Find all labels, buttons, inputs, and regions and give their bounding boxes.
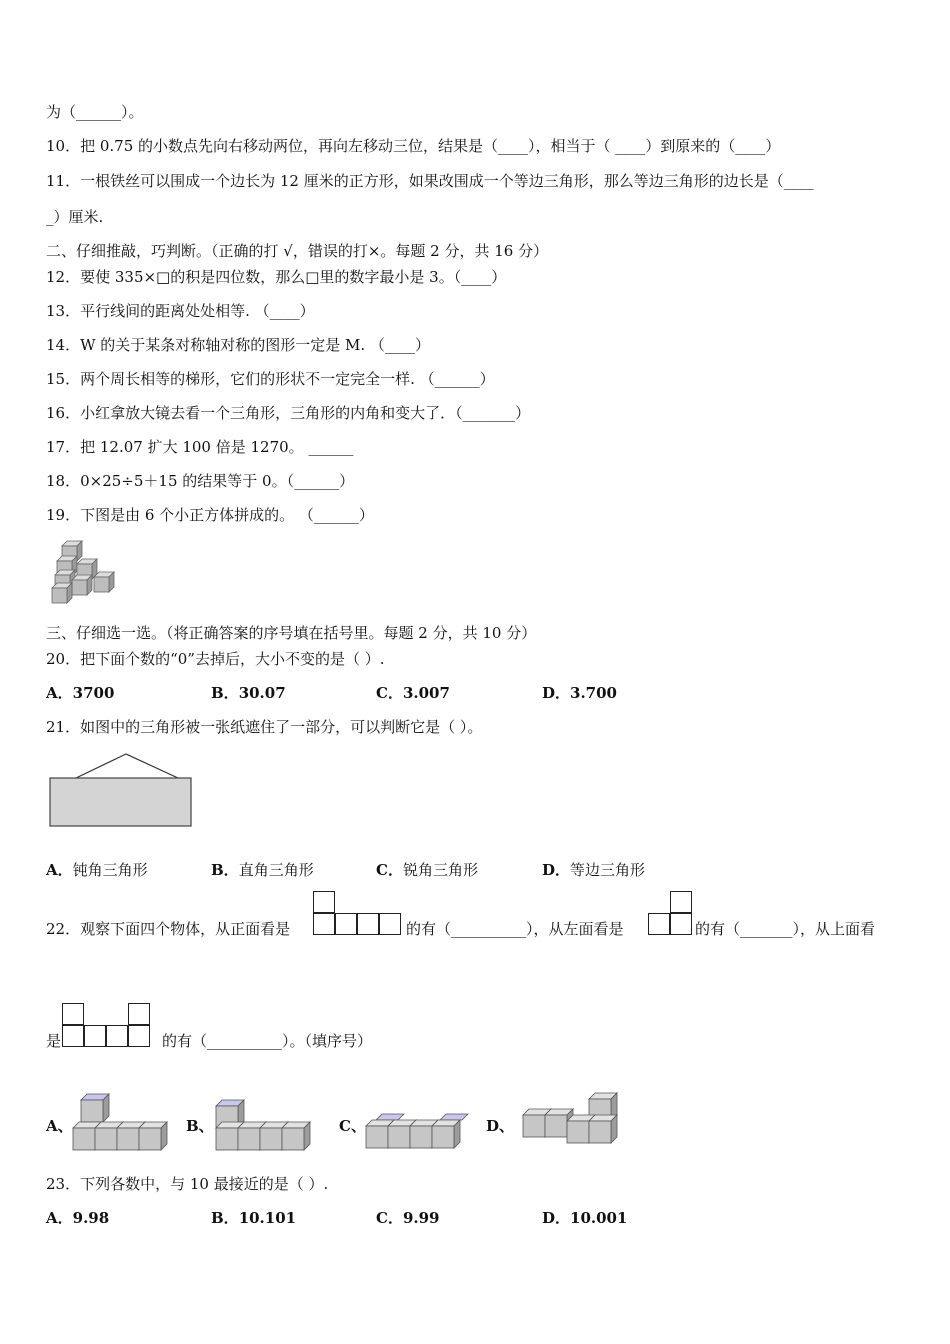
question-23-stem: 23．下列各数中，与 10 最接近的是（ ）. (46, 1175, 329, 1193)
q21-option-b: B．直角三角形 (211, 861, 314, 879)
question-13: 13．平行线间的距离处处相等. （____） (46, 302, 315, 320)
q23-option-c: C．9.99 (376, 1209, 440, 1227)
question-12: 12．要使 335×□的积是四位数，那么□里的数字最小是 3。（____） (46, 268, 507, 286)
q22-figure-c (366, 1114, 470, 1154)
question-17: 17．把 12.07 扩大 100 倍是 1270。 ______ (46, 438, 354, 456)
q22-option-b-label: B、 (186, 1117, 214, 1135)
q22-figure-b (216, 1100, 322, 1154)
q22-figure-d (523, 1092, 627, 1148)
question-15: 15．两个周长相等的梯形，它们的形状不一定完全一样. （______） (46, 370, 495, 388)
question-11-line2: _）厘米. (46, 208, 104, 226)
question-22-part3: 的有（_______），从上面看 (695, 920, 876, 938)
question-21-stem: 21．如图中的三角形被一张纸遮住了一部分，可以判断它是（ ）。 (46, 718, 483, 736)
question-9-tail: 为（______）。 (46, 103, 144, 121)
q21-option-d: D．等边三角形 (542, 861, 646, 879)
q21-option-a: A．钝角三角形 (46, 861, 148, 879)
top-view-grid (62, 1003, 154, 1049)
q21-option-c: C．锐角三角形 (376, 861, 478, 879)
q22-option-d-label: D、 (486, 1117, 515, 1135)
section-2-heading: 二、仔细推敲，巧判断。（正确的打 √，错误的打×。每题 2 分，共 16 分） (46, 242, 549, 260)
front-view-grid (313, 891, 405, 937)
q23-option-a: A．9.98 (46, 1209, 110, 1227)
q22-figure-a (73, 1093, 173, 1153)
covered-triangle-figure (48, 752, 194, 830)
q23-option-d: D．10.001 (542, 1209, 628, 1227)
cube-stack-figure (52, 541, 118, 605)
q20-option-a: A．3700 (46, 684, 115, 702)
question-11-line1: 11．一根铁丝可以围成一个边长为 12 厘米的正方形，如果改围成一个等边三角形，那么等边三角形的边长是（____ (46, 172, 814, 190)
question-18: 18．0×25÷5＋15 的结果等于 0。（______） (46, 472, 355, 490)
question-14: 14．W 的关于某条对称轴对称的图形一定是 M. （____） (46, 336, 430, 354)
question-16: 16．小红拿放大镜去看一个三角形，三角形的内角和变大了．（_______） (46, 404, 531, 422)
question-22-part2: 的有（__________），从左面看是 (406, 920, 624, 938)
question-10: 10．把 0.75 的小数点先向右移动两位，再向左移动三位，结果是（____），相当于（ ____）到原来的（____） (46, 137, 781, 155)
left-view-grid (648, 891, 694, 937)
q22-option-a-label: A、 (46, 1117, 73, 1135)
q20-option-d: D．3.700 (542, 684, 617, 702)
q20-option-b: B．30.07 (211, 684, 286, 702)
question-19: 19．下图是由 6 个小正方体拼成的。 （______） (46, 506, 374, 524)
q22-option-c-label: C、 (339, 1117, 366, 1135)
q20-option-c: C．3.007 (376, 684, 450, 702)
section-3-heading: 三、仔细选一选。（将正确答案的序号填在括号里。每题 2 分，共 10 分） (46, 624, 537, 642)
q23-option-b: B．10.101 (211, 1209, 297, 1227)
question-22-part5: 的有（__________）。（填序号） (162, 1032, 373, 1050)
question-22-part1: 22．观察下面四个物体，从正面看是 (46, 920, 291, 938)
question-22-part4: 是 (46, 1032, 62, 1050)
question-20-stem: 20．把下面个数的“0”去掉后，大小不变的是（ ）. (46, 650, 385, 668)
